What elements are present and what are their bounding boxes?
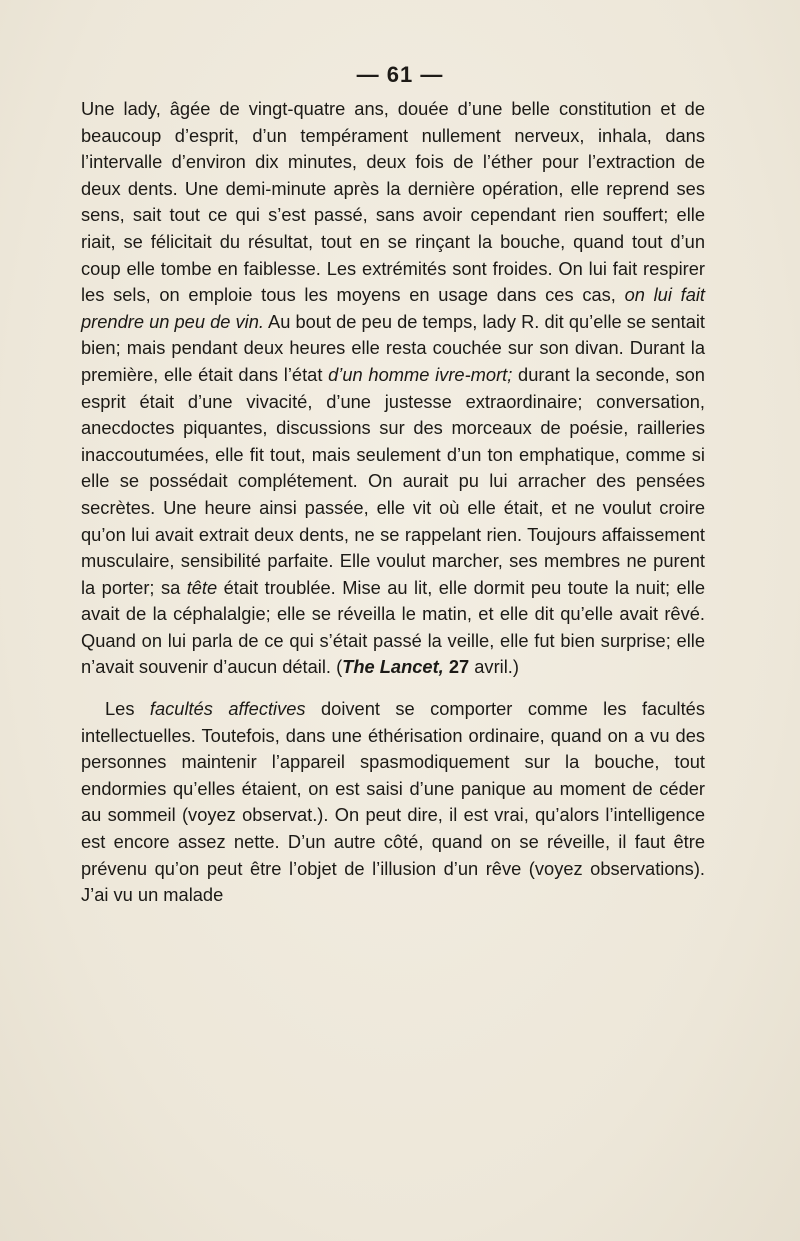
- text-segment: durant la seconde, son esprit était d’une vivacité, d’une justesse extraordinaire; conversation, anecdoctes piquantes, discussions sur des morceaux de poésie, railleries inaccoutumées, elle fit tout, mais seulement d’un ton emphatique, comme si elle se possédait complétement. On aurait pu lui arracher des pensées secrètes. Une heure ainsi passée, elle vit où elle était, et ne voulut croire qu’on lui avait extrait deux dents, ne se rappelant rien. Toujours affaissement musculaire, sensibilité parfaite. Elle voulut marcher, ses membres ne purent la porter; sa: [81, 363, 705, 598]
- text-segment: Les: [105, 698, 150, 720]
- text-segment: avril.): [469, 656, 519, 678]
- citation-day: 27: [443, 656, 470, 678]
- text-segment: Au bout de peu de temps, lady R. dit qu’elle se sentait bien; mais pendant deux heures elle resta couchée sur son divan. Durant la première, elle était dans l’état: [81, 310, 706, 385]
- italic-phrase: tête: [186, 576, 218, 598]
- paragraph: [81, 696, 705, 909]
- body-text: [81, 96, 705, 909]
- page-number: — 61 —: [356, 62, 444, 87]
- paragraph: [81, 96, 705, 681]
- italic-phrase: on lui fait prendre un peu de vin.: [81, 284, 705, 332]
- italic-phrase: facultés affectives: [149, 698, 306, 720]
- text-segment: doivent se comporter comme les facultés intellectuelles. Toutefois, dans une éthérisation ordinaire, quand on a vu des personnes maintenir l’appareil spasmodiquement sur la bouche, tout endormies qu’elles étaient, on est saisi d’une panique au moment de céder au sommeil (voyez observat.). On peut dire, il est vrai, qu’alors l’intelligence est encore assez nette. D’un autre côté, quand on se réveille, il faut être prévenu qu’on peut être l’objet de l’illusion d’un rêve (voyez observations). J’ai vu un malade: [81, 698, 705, 906]
- citation-journal: The Lancet,: [342, 656, 444, 678]
- text-segment: Une lady, âgée de vingt-quatre ans, douée d’une belle constitution et de beaucoup d’esprit, d’un tempérament nullement nerveux, inhala, dans l’intervalle d’environ dix minutes, deux fois de l’éther pour l’extraction de deux dents. Une demi-minute après la dernière opération, elle reprend ses sens, sait tout ce qui s’est passé, sans avoir cependant rien souffert; elle riait, se félicitait du résultat, tout en se rinçant la bouche, quand tout d’un coup elle tombe en faiblesse. Les extrémités sont froides. On lui fait respirer les sels, on emploie tous les moyens en usage dans ces cas,: [81, 98, 705, 306]
- text-segment: était troublée. Mise au lit, elle dormit peu toute la nuit; elle avait de la céphalalgie; elle se réveilla le matin, et elle dit qu’elle avait rêvé. Quand on lui parla de ce qui s’était passé la veille, elle fut bien surprise; elle n’avait souvenir d’aucun détail. (: [81, 576, 705, 678]
- italic-phrase: d’un homme ivre-mort;: [328, 363, 513, 385]
